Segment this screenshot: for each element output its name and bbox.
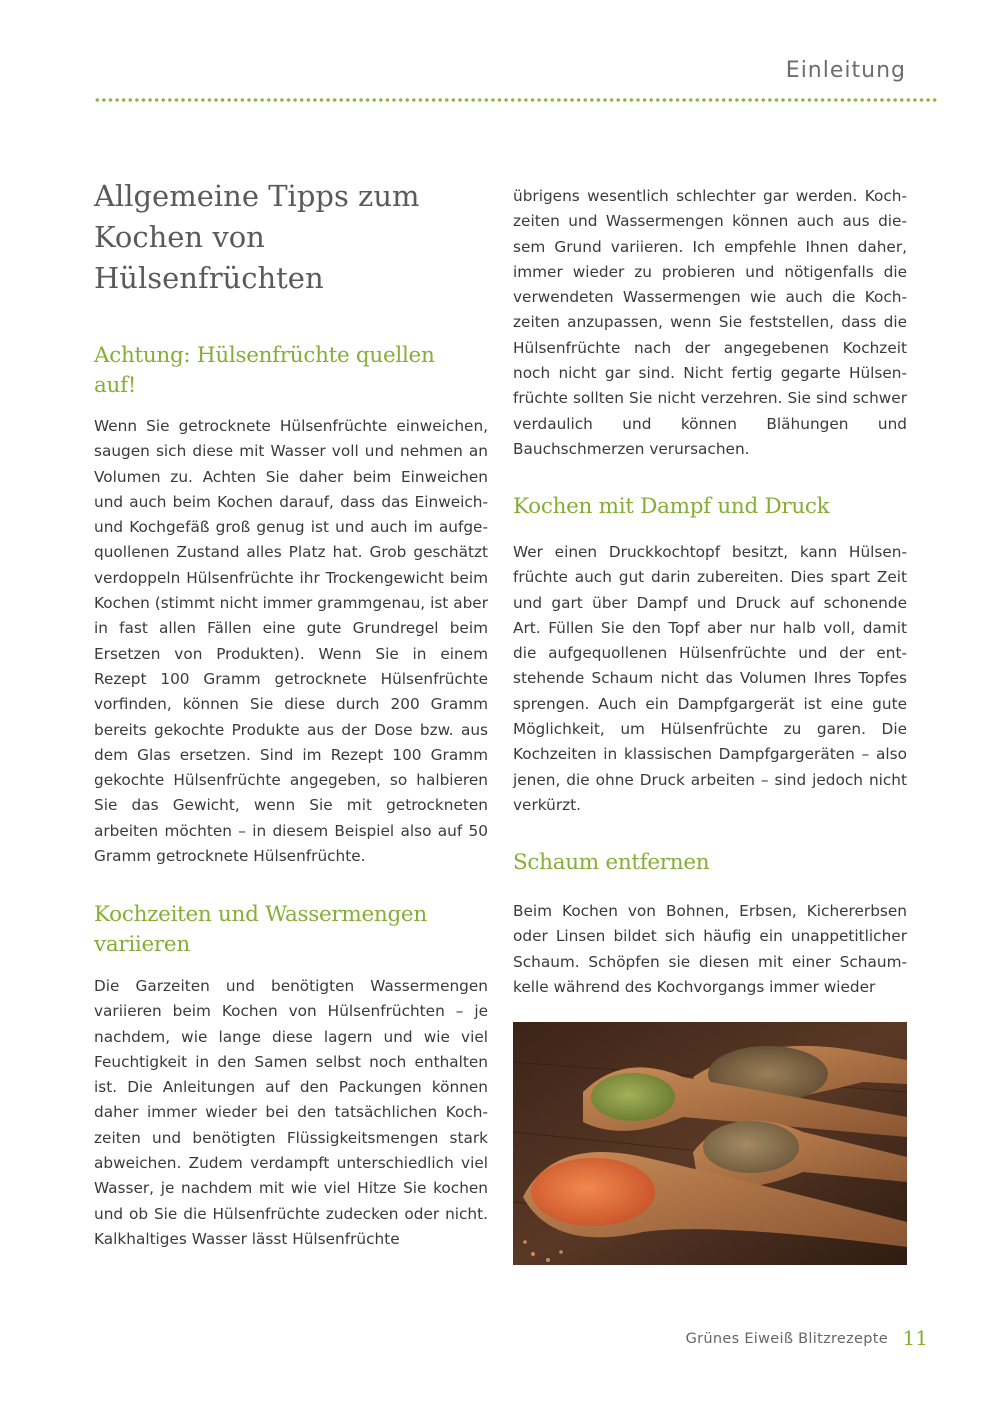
section-heading-achtung: Achtung: Hülsenfrüchte quellen auf! [94,343,435,398]
page-title: Allgemeine Tipps zum Kochen von Hülsenfrüchten [94,179,420,295]
section-text-kochzeiten: Die Garzeiten und benötigten Wassermengen variieren beim Kochen von Hülsenfrüchten – je nachdem, wie lange diese lagern und wie viel Feuchtigkeit in den Samen selbst noch enthalten ist. Die Anleitungen auf den Packungen können daher immer wieder bei den tatsächlichen Kochzeiten und benötigten Flüssigkeitsmengen stark abweichen. Zudem verdampft unterschiedlich viel Wasser, je nachdem mit wie viel Hitze Sie kochen und ob Sie die Hülsenfrüchte zudecken oder nicht. Kalkhaltiges Wasser lässt Hülsenfrüchte [94,977,488,1248]
section-text-dampf: Wer einen Druckkochtopf besitzt, kann Hülsenfrüchte auch gut darin zubereiten. Dies spart Zeit und gart über Dampf und Druck auf schonende Art. Füllen Sie den Topf aber nur halb voll, damit die aufgequollenen Hülsenfrüchte und der entstehende Schaum nicht das Volumen Ihres Topfes sprengen. Auch ein Dampfgargerät ist eine gute Möglichkeit, um Hülsenfrüchte zu garen. Die Kochzeiten in klassischen Dampfgargeräten – also jenen, die ohne Druck arbeiten – sind jedoch nicht verkürzt. [513,543,907,814]
book-title: Grünes Eiweiß Blitzrezepte [685,1331,888,1347]
dotted-divider [94,98,938,102]
chapter-title: Einleitung [785,58,906,83]
section-text-achtung: Wenn Sie getrocknete Hülsenfrüchte einweichen, saugen sich diese mit Wasser voll und nehmen an Volumen zu. Achten Sie daher beim Einweichen und auch beim Kochen darauf, dass das Einweich- und Kochgefäß groß genug ist und auch im aufgequollenen Zustand alles Platz hat. Grob geschätzt verdoppeln Hülsenfrüchte ihr Trockengewicht beim Kochen (stimmt nicht immer grammgenau, ist aber in fast allen Fällen eine gute Grundregel beim Ersetzen von Produkten). Wenn Sie in einem Rezept 100 Gramm getrocknete Hülsenfrüchte vorfinden, können Sie diese durch 200 Gramm bereits gekochte Produkte aus der Dose bzw. aus dem Glas ersetzen. Sind im Rezept 100 Gramm gekochte Hülsenfrüchte angegeben, so halbieren Sie das Gewicht, wenn Sie mit getrockneten arbeiten möchten – in diesem Beispiel also auf 50 Gramm getrocknete Hülsenfrüchte. [94,417,488,866]
section-heading-dampf: Kochen mit Dampf und Druck [513,494,830,519]
section-heading-schaum: Schaum entfernen [513,850,710,875]
section-heading-kochzeiten: Kochzeiten und Wassermengen variieren [94,902,427,957]
section-text-schaum: Beim Kochen von Bohnen, Erbsen, Kichererbsen oder Linsen bildet sich häufig ein unappetitlicher Schaum. Schöpfen sie diesen mit einer Schaumkelle während des Kochvorgangs immer wieder [513,902,907,996]
section-text-kochzeiten-continued: übrigens wesentlich schlechter gar werden. Kochzeiten und Wassermengen können auch aus diesem Grund variieren. Ich empfehle Ihnen daher, immer wieder zu probieren und nötigenfalls die verwendeten Wassermengen wie auch die Kochzeiten anzupassen, wenn Sie feststellen, dass die Hülsenfrüchte nach der angegebenen Kochzeit noch nicht gar sind. Nicht fertig gegarte Hülsenfrüchte sollten Sie nicht verzehren. Sie sind schwer verdaulich und können Blähungen und Bauchschmerzen verursachen. [513,187,907,458]
legumes-spoons-photo [513,1022,907,1265]
page-number: 11 [902,1326,928,1350]
